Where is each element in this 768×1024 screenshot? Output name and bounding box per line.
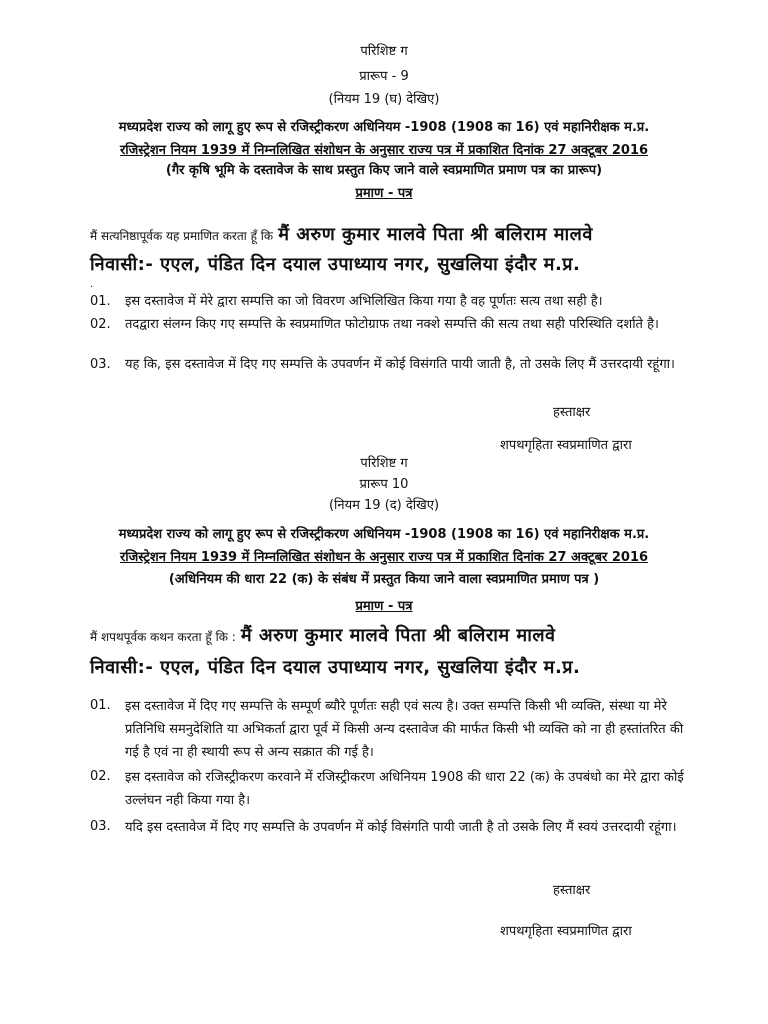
item-number: 02.	[90, 769, 111, 784]
stray-dot: .	[90, 279, 94, 290]
attested-by-label: शपथगृहिता स्वप्रमाणित द्वारा	[500, 438, 632, 453]
item-number: 03.	[90, 819, 111, 834]
declarant-address: निवासी:- एएल, पंडित दिन दयाल उपाध्याय नगर, सुखलिया इंदौर म.प्र.	[90, 254, 581, 275]
certificate-title: प्रमाण - पत्र	[355, 599, 413, 614]
form-subtitle: (गैर कृषि भूमि के दस्तावेज के साथ प्रस्तुत किए जाने वाले स्वप्रमाणित प्रमाण पत्र का प्रारूप)	[165, 163, 603, 178]
item-text: इस दस्तावेज में दिए गए सम्पत्ति के सम्पूर्ण ब्यौरे पूर्णतः सही एवं सत्य है। उक्त सम्पत्ति किसी भी व्यक्ति, संस्था या मेरे प्रतिनिधि समनुदेशिति या अभिकर्ता द्वारा पूर्व में किसी अन्य दस्तावेज की मार्फत किसी भी व्यक्ति को ना ही हस्तांतरित की गई है एवं ना ही स्थायी रूप से अन्य सक्रात की गई है।	[125, 699, 684, 760]
item-number: 01.	[90, 698, 111, 713]
declaration-prefix: मैं सत्यनिष्ठापूर्वक यह प्रमाणित करता हूँ कि	[90, 229, 274, 243]
item-number: 01.	[90, 294, 111, 309]
item-number: 02.	[90, 317, 111, 332]
item-text: तदद्वारा संलग्न किए गए सम्पत्ति के स्वप्रमाणित फोटोग्राफ तथा नक्शे सम्पत्ति की सत्य तथा सही परिस्थिति दर्शाते है।	[125, 317, 659, 332]
item-text: इस दस्तावेज को रजिस्ट्रीकरण करवाने में रजिस्ट्रीकरण अधिनियम 1908 की धारा 22 (क) के उपबंधो का मेरे द्वारा कोई उल्लंघन नही किया गया है।	[125, 770, 684, 808]
signature-label: हस्ताक्षर	[553, 405, 591, 420]
declarant-name: मैं अरुण कुमार मालवे पिता श्री बलिराम मालवे	[240, 625, 556, 646]
declaration-line	[90, 623, 730, 647]
form-number: प्रारूप - 9	[359, 69, 409, 84]
certificate-title: प्रमाण - पत्र	[355, 186, 413, 201]
rule-reference: (नियम 19 (घ) देखिए)	[328, 92, 440, 107]
declarant-address: निवासी:- एएल, पंडित दिन दयाल उपाध्याय नगर, सुखलिया इंदौर म.प्र.	[90, 657, 581, 678]
declarant-name: मैं अरुण कुमार मालवे पिता श्री बलिराम मालवे	[278, 224, 593, 245]
item-text: यह कि, इस दस्तावेज में दिए गए सम्पत्ति के उपवर्णन में कोई विसंगति पायी जाती है, तो उसके लिए मैं उत्तरदायी रहूंगा।	[125, 357, 675, 372]
form-subtitle: (अधिनियम की धारा 22 (क) के संबंध में प्रस्तुत किया जाने वाला स्वप्रमाणित प्रमाण पत्र )	[168, 572, 600, 587]
declaration-prefix: मैं शपथपूर्वक कथन करता हूँ कि :	[90, 630, 236, 644]
appendix-heading: परिशिष्ट ग	[360, 456, 408, 471]
intro-line-2: रजिस्ट्रेशन नियम 1939 में निम्नलिखित संशोधन के अनुसार राज्य पत्र में प्रकाशित दिनांक 27 अक्टूबर 2016	[119, 143, 649, 158]
intro-line-1: मध्यप्रदेश राज्य को लागू हुए रूप से रजिस्ट्रीकरण अधिनियम -1908 (1908 का 16) एवं महानिरीक्षक म.प्र.	[118, 527, 650, 542]
appendix-heading: परिशिष्ट ग	[360, 44, 408, 59]
intro-line-2: रजिस्ट्रेशन नियम 1939 में निम्नलिखित संशोधन के अनुसार राज्य पत्र में प्रकाशित दिनांक 27 अक्टूबर 2016	[119, 550, 649, 565]
item-text: यदि इस दस्तावेज में दिए गए सम्पत्ति के उपवर्णन में कोई विसंगति पायी जाती है तो उसके लिए मैं स्वयं उत्तरदायी रहूंगा।	[125, 820, 677, 835]
intro-line-1: मध्यप्रदेश राज्य को लागू हुए रूप से रजिस्ट्रीकरण अधिनियम -1908 (1908 का 16) एवं महानिरीक्षक म.प्र.	[118, 120, 650, 135]
item-number: 03.	[90, 357, 111, 372]
item-text: इस दस्तावेज में मेरे द्वारा सम्पत्ति का जो विवरण अभिलिखित किया गया है वह पूर्णतः सत्य तथा सही है।	[125, 294, 603, 309]
form-number: प्रारूप 10	[359, 477, 409, 492]
rule-reference: (नियम 19 (द) देखिए)	[328, 498, 440, 513]
attested-by-label: शपथगृहिता स्वप्रमाणित द्वारा	[500, 924, 632, 939]
declaration-line	[90, 222, 730, 246]
signature-label: हस्ताक्षर	[553, 883, 591, 898]
